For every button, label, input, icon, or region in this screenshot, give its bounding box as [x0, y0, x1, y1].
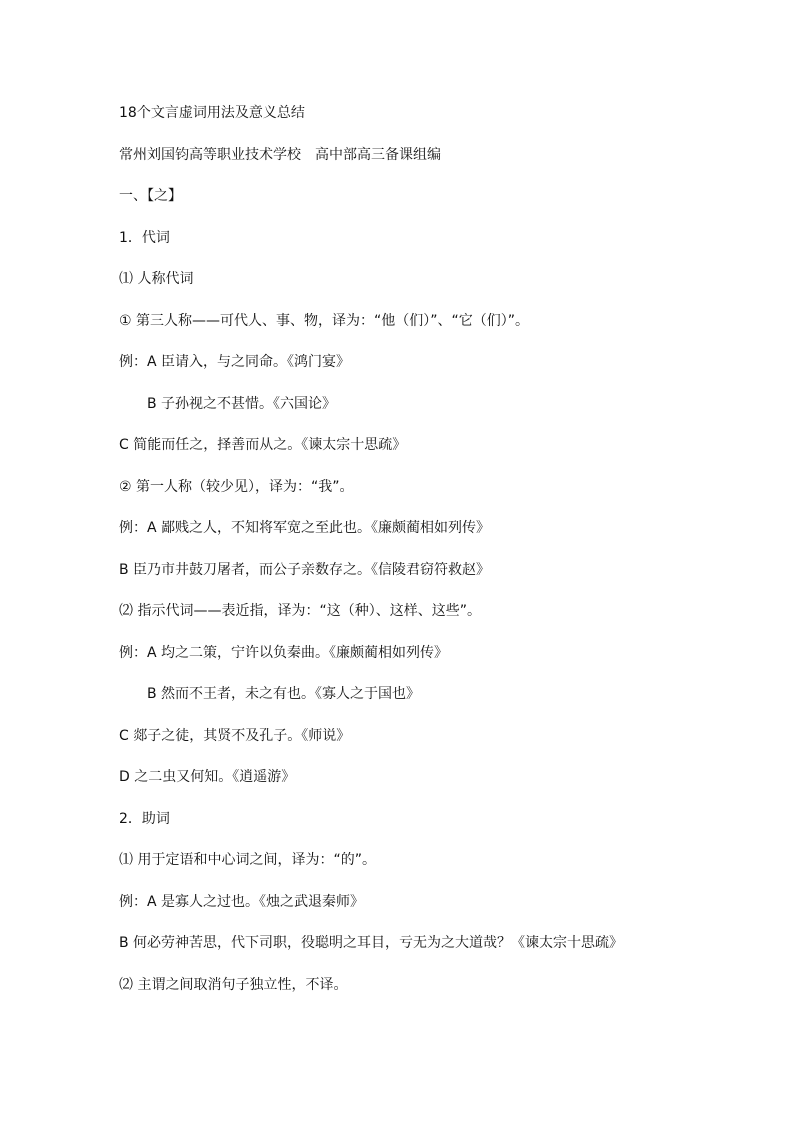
example-line: B 然而不王者，未之有也。《寡人之于国也》: [147, 686, 421, 702]
example-line: D 之二虫又何知。《逍遥游》: [119, 769, 296, 785]
example-line: 例：A 臣请入，与之同命。《鸿门宴》: [119, 354, 351, 370]
item-attributive: ⑴ 用于定语和中心词之间，译为：“的”。: [119, 852, 376, 868]
example-line: C 郯子之徒，其贤不及孔子。《师说》: [119, 727, 351, 744]
example-line: B 子孙视之不甚惜。《六国论》: [147, 395, 337, 412]
section-heading-zhi: 一、【之】: [119, 188, 182, 204]
item-subject-predicate: ⑵ 主谓之间取消句子独立性，不译。: [119, 976, 348, 993]
example-line: 例：A 是寡人之过也。《烛之武退秦师》: [119, 893, 365, 910]
subsection-particle: 2．助词: [119, 810, 170, 827]
example-line: B 臣乃市井鼓刀屠者，而公子亲数存之。《信陵君窃符救赵》: [119, 561, 491, 578]
item-personal-pronoun: ⑴ 人称代词: [119, 271, 194, 287]
item-first-person: ② 第一人称（较少见），译为：“我”。: [119, 478, 354, 495]
example-line: C 简能而任之，择善而从之。《谏太宗十思疏》: [119, 437, 407, 453]
example-line: B 何必劳神苦思，代下司职，役聪明之耳目，亏无为之大道哉？《谏太宗十思疏》: [119, 935, 624, 951]
example-line: 例：A 均之二策，宁许以负秦曲。《廉颇蔺相如列传》: [119, 644, 449, 661]
example-line: 例：A 鄙贱之人，不知将军宽之至此也。《廉颇蔺相如列传》: [119, 520, 491, 536]
subsection-pronoun: 1．代词: [119, 229, 170, 246]
item-third-person: ① 第三人称——可代人、事、物，译为：“他（们）”、“它（们）”。: [119, 312, 530, 329]
author-line: 常州刘国钧高等职业技术学校 高中部高三备课组编: [119, 146, 441, 163]
document-body: [119, 103, 679, 1016]
item-demonstrative-pronoun: ⑵ 指示代词——表近指，译为：“这（种）、这样、这些”。: [119, 603, 481, 619]
document-title: 18个文言虚词用法及意义总结: [119, 105, 305, 121]
